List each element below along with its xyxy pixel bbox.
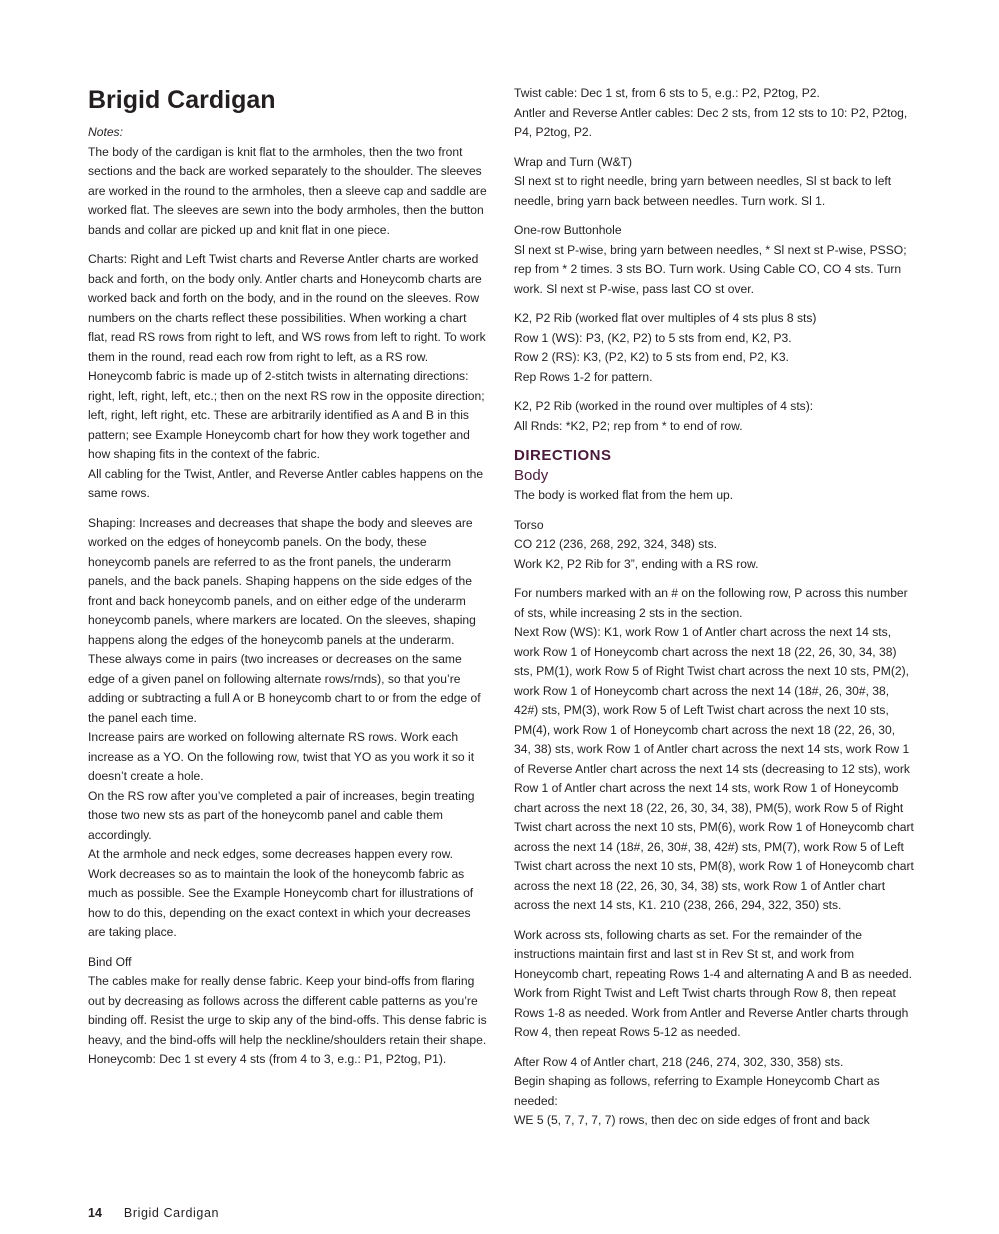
rib-row-1 [514,329,914,349]
row-2-label: Row 2 (RS): [514,350,580,364]
honeycomb-text: Dec 1 st every 4 sts (from 4 to 3, e.g.: P1, P2tog, P1). [155,1052,447,1066]
footer-title: Brigid Cardigan [123,1206,220,1220]
page-number: 14 [88,1206,102,1220]
rib-row-2 [514,348,914,368]
rib-round-heading: K2, P2 Rib (worked in the round over multiples of 4 sts): [514,399,814,413]
notes-label: Notes: [88,125,123,139]
bind-off-heading: Bind Off [88,954,132,969]
all-rnds-label: All Rnds: [514,418,563,433]
honeycomb-label: Honeycomb: [88,1052,156,1066]
body-heading: Body [514,467,549,484]
decreases-paragraph: Work decreases so as to maintain the look of the honeycomb fabric as much as possible. See the Example Honeycomb chart for illustrations of how to do this, depending on the exact context in which your decreases are taking place. [88,866,474,939]
directions-heading: DIRECTIONS [514,447,612,464]
armhole-paragraph: At the armhole and neck edges, some decreases happen every row. [88,847,454,861]
next-row-paragraph [514,623,914,916]
pairs-paragraph: These always come in pairs (two increases or decreases on the same edge of a given panel on following alternate rows/rnds), so that you’re adding or subtracting a full A or B honeycomb chart to or from the edge of the panel each time. [88,652,481,725]
cabling-paragraph: All cabling for the Twist, Antler, and Reverse Antler cables happens on the same rows. [88,466,484,500]
all-rnds-line [514,417,914,437]
torso-cast-on: CO 212 (236, 268, 292, 324, 348) sts. [514,537,718,551]
twist-cable-text: Dec 1 st, from 6 sts to 5, e.g.: P2, P2tog, P2. [577,86,820,100]
antler-cable-line [514,104,914,143]
wrap-turn-text: Sl next st to right needle, bring yarn between needles, Sl st back to left needle, bring yarn back between needles. Turn work. Sl 1. [514,174,892,208]
page-footer [88,1206,219,1220]
page-title: Brigid Cardigan [88,86,276,114]
numbers-note: For numbers marked with an # on the following row, P across this number of sts, while increasing 2 sts in the section. [514,586,908,620]
antler-cable-text: Dec 2 sts, from 12 sts to 10: P2, P2tog, P4, P2tog, P2. [514,105,908,139]
row-2-text: K3, (P2, K2) to 5 sts from end, P2, K3. [579,350,789,364]
twist-cable-label: Twist cable: [514,86,578,100]
we-5-text: WE 5 (5, 7, 7, 7, 7) rows, then dec on side edges of front and back [514,1113,870,1127]
buttonhole-heading: One-row Buttonhole [514,223,622,237]
notes-paragraph-1: The body of the cardigan is knit flat to the armholes, then the two front sections and the back are worked separately to the shoulder. The sleeves are worked in the round to the armholes, then a sleeve cap and saddle are worked flat. The sleeves are sewn into the body armholes, then the button bands and collar are picked up and knit flat in one piece. [88,144,487,237]
after-row-4-text: After Row 4 of Antler chart, 218 (246, 274, 302, 330, 358) sts. [514,1054,844,1069]
increase-pairs-paragraph: Increase pairs are worked on following alternate RS rows. Work each increase as a YO. On the following row, twist that YO as you work it so it doesn’t create a hole. [88,730,475,783]
next-row-label: Next Row (WS): [514,625,601,639]
rib-flat-heading: K2, P2 Rib (worked flat over multiples of 4 sts plus 8 sts) [514,311,817,325]
row-1-text: P3, (K2, P2) to 5 sts from end, K2, P3. [582,330,792,345]
torso-work: Work K2, P2 Rib for 3”, ending with a RS row. [514,556,759,571]
rep-rows-text: Rep Rows 1-2 for pattern. [514,369,653,384]
left-column [88,84,488,1070]
wrap-turn-heading: Wrap and Turn (W&T) [514,154,633,169]
twist-cable-line [514,84,914,104]
buttonhole-text: Sl next st P-wise, bring yarn between needles, * Sl next st P-wise, PSSO; rep from * 2 times. 3 sts BO. Turn work. Using Cable CO, CO 4 sts. Turn work. Sl next st P-wise, pass last CO st over. [514,242,907,296]
bind-off-paragraph: The cables make for really dense fabric. Keep your bind-offs from flaring out by decreasing as follows across the different cable patterns as you’re binding off. Resist the urge to skip any of the bind-offs. This dense fabric is heavy, and the bind-offs will help the neckline/shoulders retain their shape. [88,974,487,1047]
honeycomb-bind-off [88,1050,488,1070]
work-across-paragraph: Work across sts, following charts as set. For the remainder of the instructions maintain first and last st in Rev St st, and work from Honeycomb chart, repeating Rows 1-4 and alternating A and B as needed. Work from Right Twist and Left Twist charts through Row 8, then repeat Rows 1-8 as needed. Work from Antler and Reverse Antler charts through Row 4, then repeat Rows 5-12 as needed. [514,927,913,1039]
honeycomb-fabric-paragraph: Honeycomb fabric is made up of 2-stitch twists in alternating directions: right, left, right, left, etc.; then on the next RS row in the opposite direction; left, right, left right, etc. These are arbitrarily identified as A and B in this pattern; see Example Honeycomb chart for how they work together and how shaping fits in the context of the fabric. [88,369,485,461]
rs-row-paragraph: On the RS row after you’ve completed a pair of increases, begin treating those two new sts as part of the honeycomb panel and cable them accordingly. [88,788,475,842]
begin-shaping-text: Begin shaping as follows, referring to Example Honeycomb Chart as needed: [514,1074,880,1108]
next-row-text: K1, work Row 1 of Antler chart across the next 14 sts, work Row 1 of Honeycomb chart across the next 18 (22, 26, 30, 34, 38) sts, PM(1), work Row 5 of Right Twist chart across the next 10 sts, PM(2), work Row 1 of Honeycomb chart across the next 14 (18#, 26, 30#, 38, 42#) sts, PM(3), work Row 5 of Left Twist chart across the next 10 sts, PM(4), work Row 1 of Honeycomb chart across the next 18 (22, 26, 30, 34, 38) sts, work Row 1 of Antler chart across the next 14 sts, work Row 1 of Reverse Antler chart across the next 14 sts (decreasing to 12 sts), work Row 1 of Antler chart across the next 14 sts, work Row 1 of Honeycomb chart across the next 18 (22, 26, 30, 34, 38), PM(5), work Row 5 of Right Twist chart across the next 10 sts, PM(6), work Row 1 of Honeycomb chart across the next 14 (18#, 26, 30#, 38, 42#) sts, PM(7), work Row 5 of Left Twist chart across the next 10 sts, PM(8), work Row 1 of Honeycomb chart across the next 18 (22, 26, 30, 34, 38) sts, work Row 1 of Antler chart across the next 14 sts, K1. 210 (238, 266, 294, 322, 350) sts. [514,625,914,912]
all-rnds-text: *K2, P2; rep from * to end of row. [562,418,743,433]
right-column [514,84,914,1131]
antler-cable-label: Antler and Reverse Antler cables: [514,105,694,120]
row-1-label: Row 1 (WS): [514,330,583,345]
body-text: The body is worked flat from the hem up. [514,488,734,502]
shaping-paragraph: Shaping: Increases and decreases that shape the body and sleeves are worked on the edges of honeycomb panels. On the body, these honeycomb panels are referred to as the front panels, the underarm panels, and the back panels. Shaping happens on the side edges of the front and back honeycomb panels, and on either edge of the underarm honeycomb panels, where markers are located. On the sleeves, shaping happens along the edges of the honeycomb panels at the underarm. [88,515,476,647]
torso-heading: Torso [514,517,544,532]
charts-paragraph: Charts: Right and Left Twist charts and Reverse Antler charts are worked back and forth, on the body only. Antler charts and Honeycomb charts are worked back and forth on the body, and in the round on the sleeves. Row numbers on the charts reflect these possibilities. When working a chart flat, read RS rows from right to left, and WS rows from left to right. To work them in the round, read each row from right to left, as a RS row. [88,252,486,364]
